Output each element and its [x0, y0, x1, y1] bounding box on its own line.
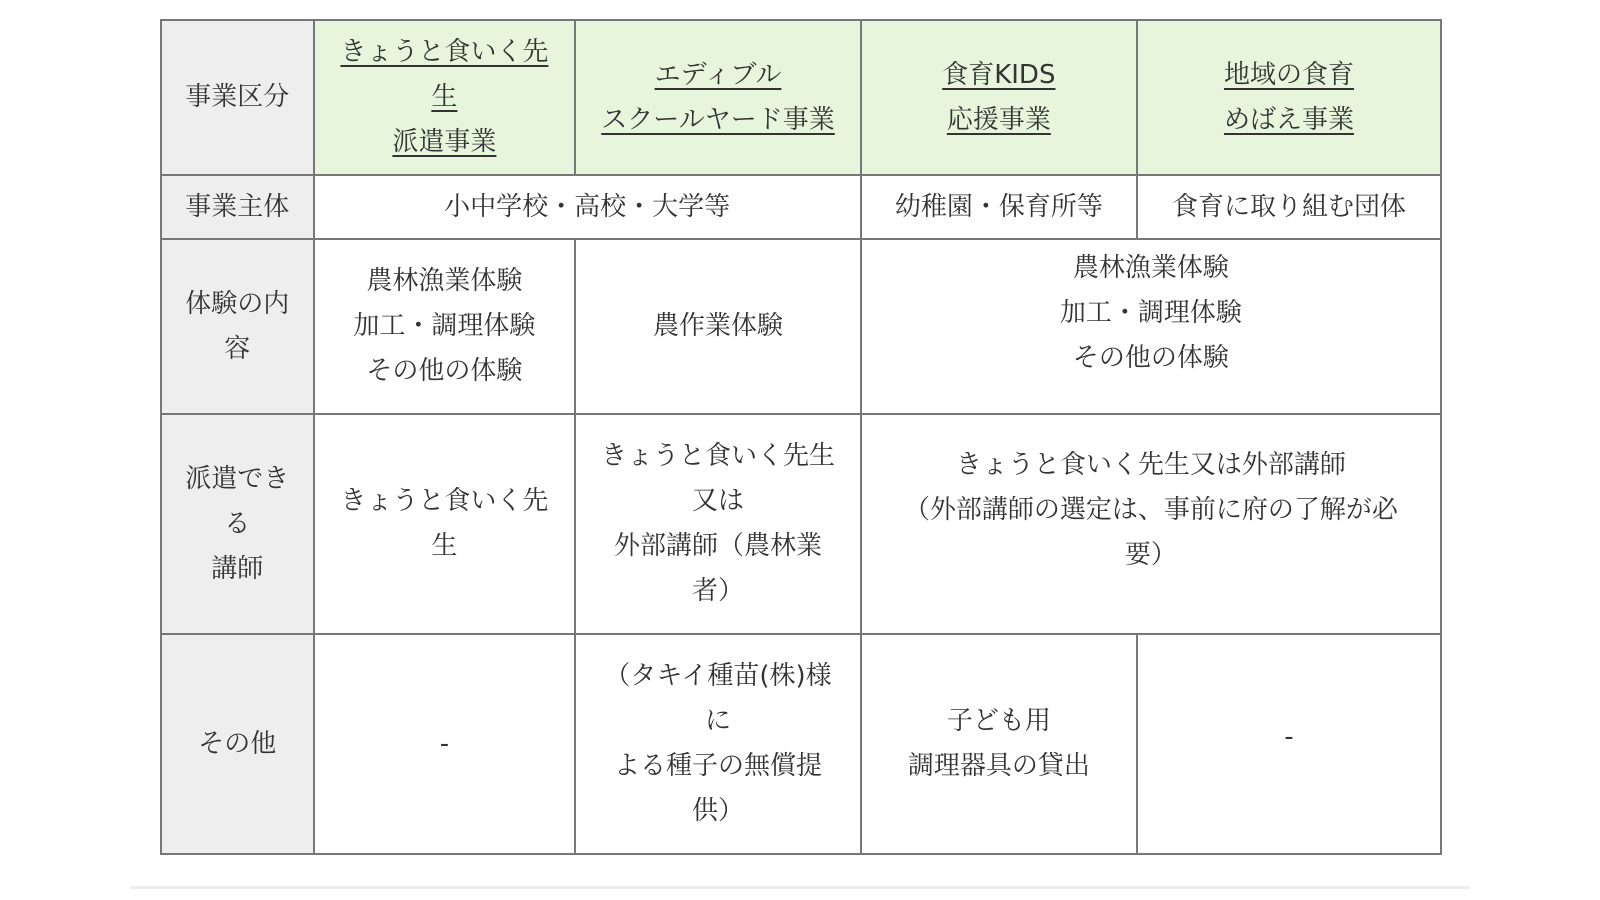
- table-cell-other-kyoto: -: [314, 634, 576, 854]
- table-cell-instructor-edible: きょうと食いく先生 又は 外部講師（農林業 者）: [575, 414, 860, 634]
- table-cell-other-kids: 子ども用 調理器具の貸出: [861, 634, 1137, 854]
- program-header-shokuiku-kids: [861, 20, 1137, 175]
- table-cell-other-mebae: -: [1137, 634, 1441, 854]
- row-label-other: その他: [161, 634, 314, 854]
- program-link-shokuiku-kids[interactable]: 食育KIDS 応援事業: [942, 59, 1056, 135]
- program-comparison-table: [160, 19, 1442, 855]
- table-row-experience: [161, 239, 1441, 414]
- program-header-kyoto-shokuiku: [314, 20, 576, 175]
- row-label-entity: 事業主体: [161, 175, 314, 239]
- row-label-experience: 体験の内 容: [161, 239, 314, 414]
- program-link-chiiki-mebae[interactable]: 地域の食育 めばえ事業: [1223, 59, 1354, 135]
- program-table-container: [160, 19, 1442, 855]
- table-cell-entity-groups: 食育に取り組む団体: [1137, 175, 1441, 239]
- row-label-instructor: 派遣でき る 講師: [161, 414, 314, 634]
- table-row-instructor: [161, 414, 1441, 634]
- table-cell-experience-edible: 農作業体験: [575, 239, 860, 414]
- table-cell-instructor-kids-mebae: きょうと食いく先生又は外部講師 （外部講師の選定は、事前に府の了解が必 要）: [861, 414, 1441, 634]
- table-row-entity: [161, 175, 1441, 239]
- table-cell-entity-schools: 小中学校・高校・大学等: [314, 175, 861, 239]
- program-link-edible-schoolyard[interactable]: エディブル スクールヤード事業: [601, 59, 835, 135]
- table-cell-instructor-kyoto: きょうと食いく先 生: [314, 414, 576, 634]
- table-cell-experience-kids-mebae: 農林漁業体験 加工・調理体験 その他の体験: [861, 239, 1441, 414]
- bottom-divider: [130, 886, 1470, 889]
- program-header-edible-schoolyard: [575, 20, 860, 175]
- table-cell-other-edible: （タキイ種苗(株)様 に よる種子の無償提 供）: [575, 634, 860, 854]
- table-row-other: [161, 634, 1441, 854]
- program-link-kyoto-shokuiku[interactable]: きょうと食いく先 生 派遣事業: [340, 37, 549, 157]
- table-cell-entity-kindergartens: 幼稚園・保育所等: [861, 175, 1137, 239]
- program-header-chiiki-mebae: [1137, 20, 1441, 175]
- table-cell-experience-kyoto: 農林漁業体験 加工・調理体験 その他の体験: [314, 239, 576, 414]
- table-row-header: [161, 20, 1441, 175]
- row-label-program-type: 事業区分: [161, 20, 314, 175]
